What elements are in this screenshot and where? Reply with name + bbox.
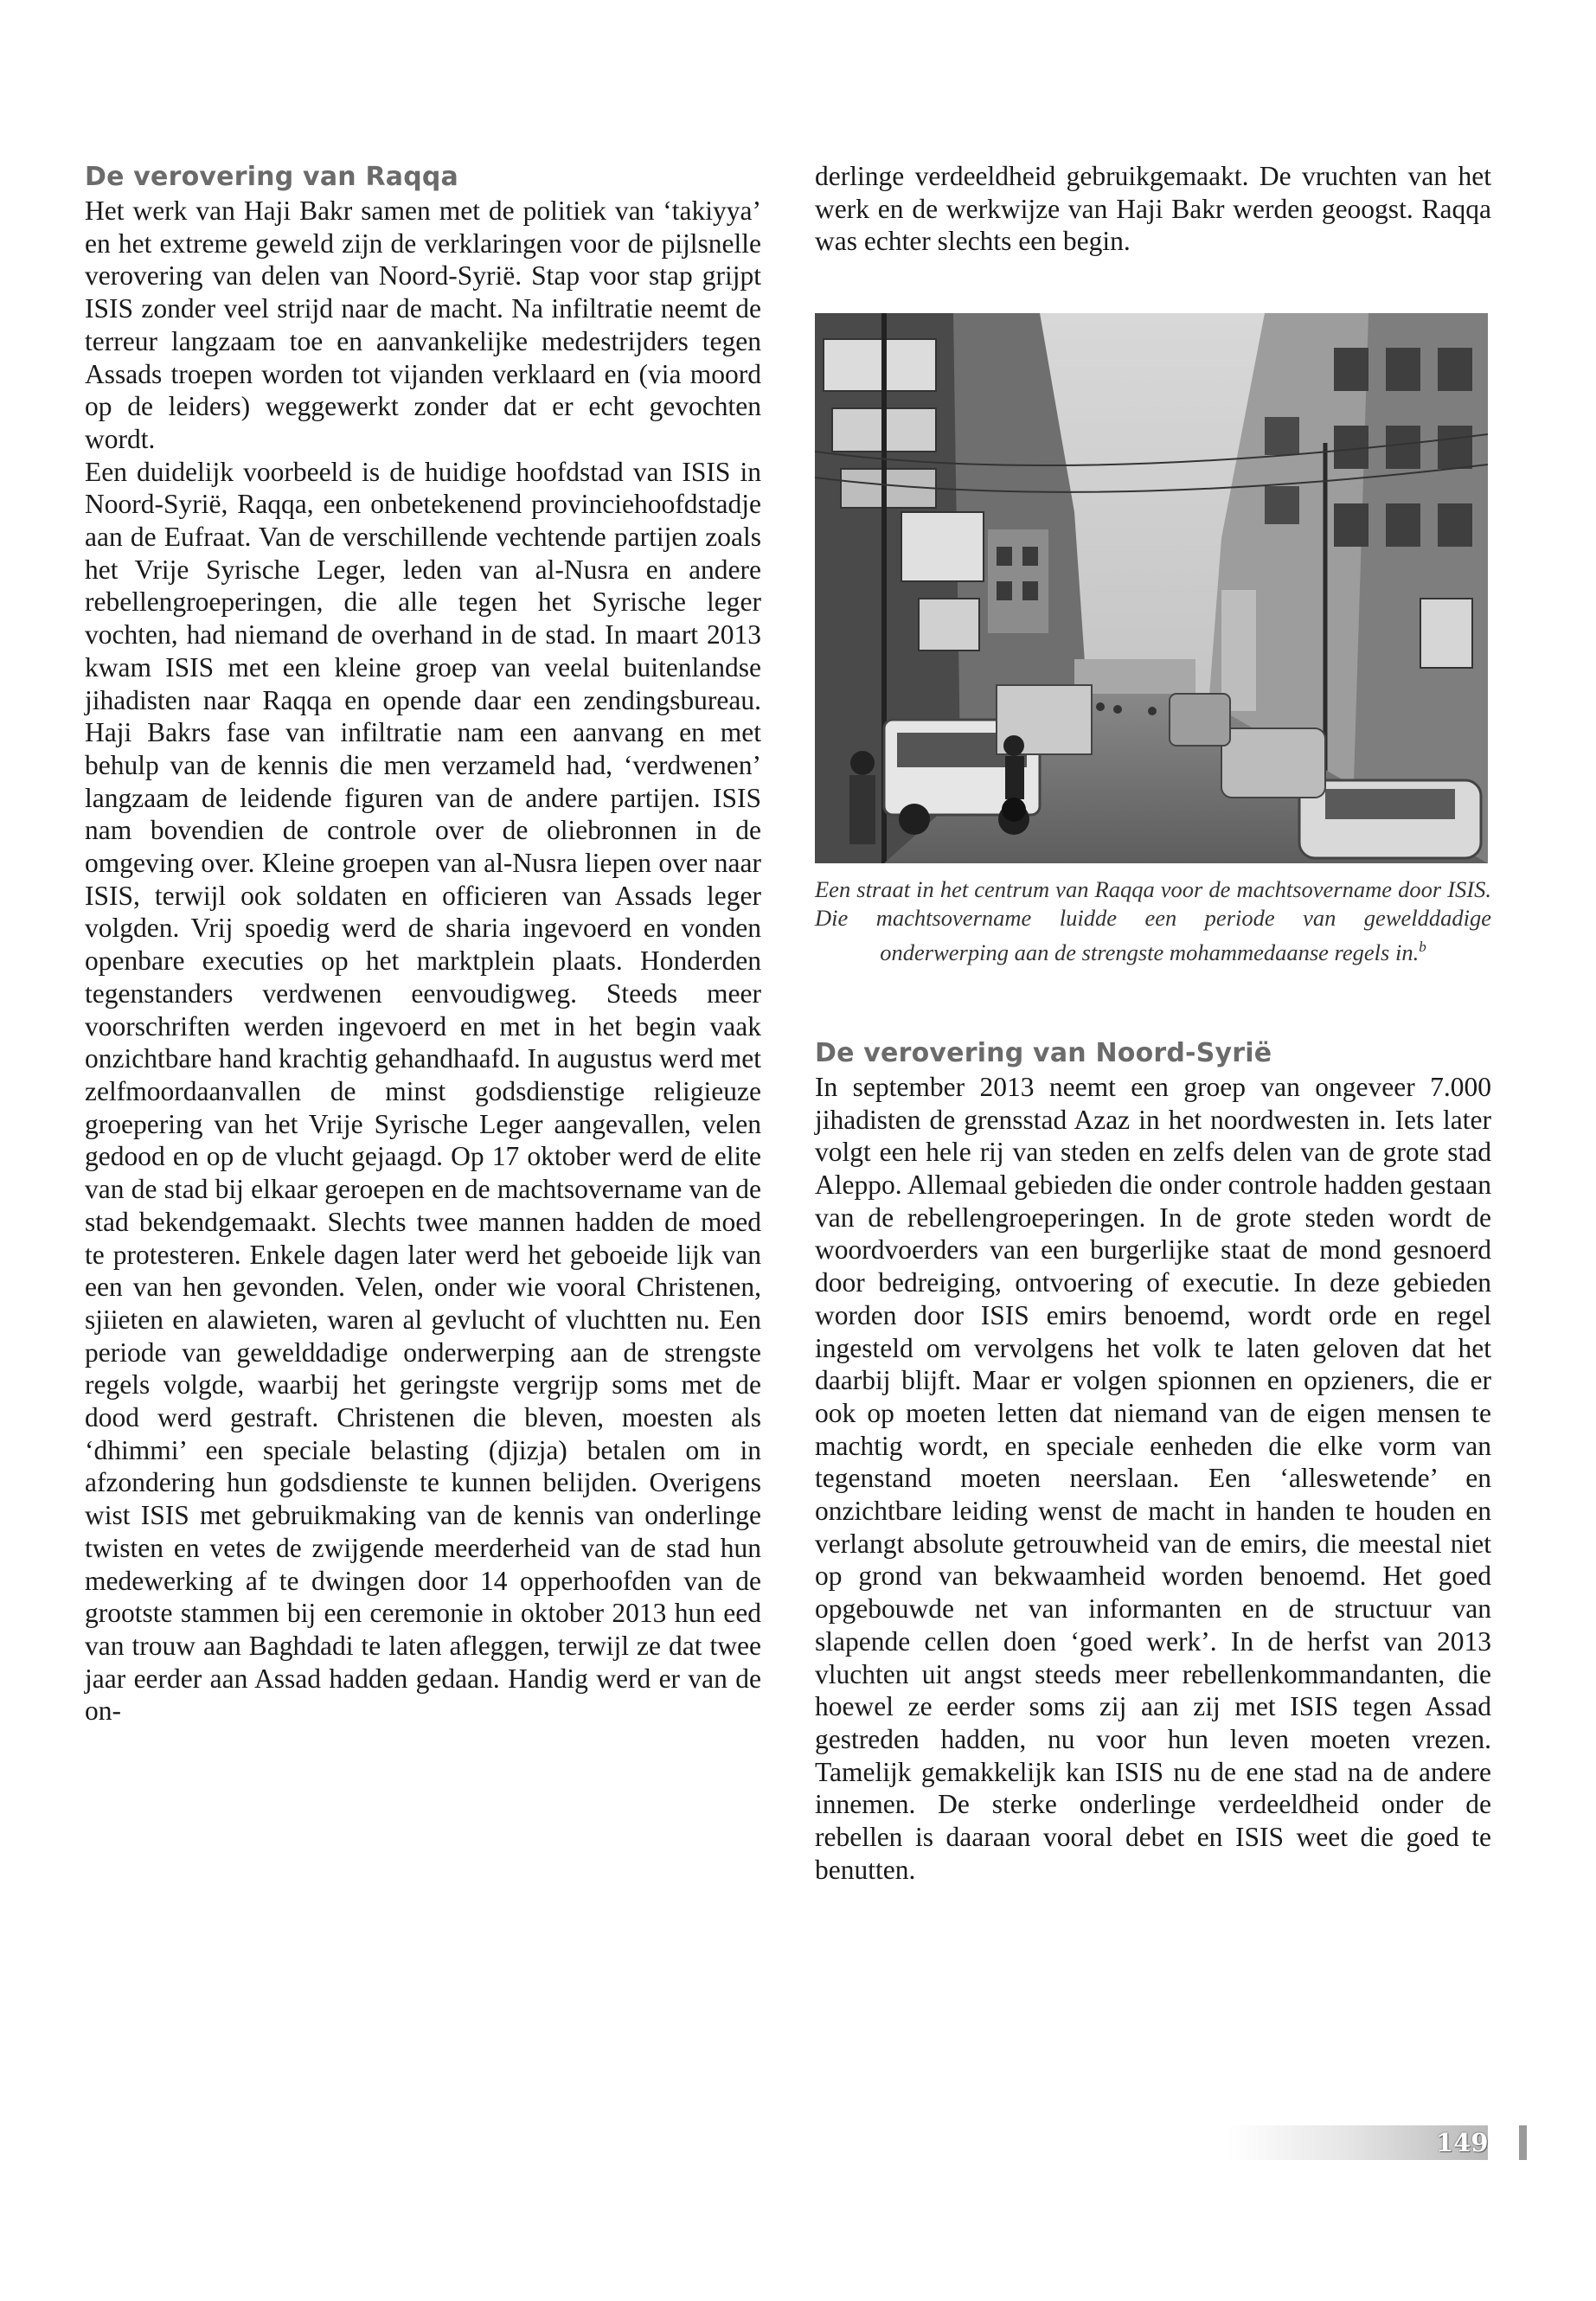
body-paragraph-continuation: derlinge verdeeldheid gebruikgemaakt. De vruchten van het werk en de werkwijze van Haji Bakr werden geoogst. Raqqa was echter slechts een begin. (815, 161, 1491, 257)
street-photo (815, 313, 1488, 863)
page-number: 149 (1436, 2128, 1489, 2157)
figure-caption (815, 875, 1491, 967)
caption-text: Een straat in het centrum van Raqqa voor de machtsovername door ISIS. Die machtsovername luidde een periode van gewelddadige onderwerping aan de strengste mohammedaanse regels in. (815, 876, 1491, 965)
body-paragraph: In september 2013 neemt een groep van ongeveer 7.000 jihadisten de grensstad Azaz in het noordwesten in. Iets later volgt een hele rij van steden en zelfs delen van de grote stad Aleppo. Allemaal gebieden die onder controle hadden gestaan van de rebellengroeperingen. In de grote steden wordt de woordvoerders van een burgerlijke staat de mond gesnoerd door bedreiging, ontvoering of executie. In deze gebieden worden door ISIS emirs benoemd, wordt orde en regel ingesteld om vervolgens het volk te laten geloven dat het daarbij blijft. Maar er volgen spionnen en opzieners, die er ook op moeten letten dat niemand van de eigen mensen te machtig wordt, en speciale eenheden die elke vorm van tegenstand moeten neerslaan. Een ‘alleswetende’ en onzichtbare leiding wenst de macht in handen te houden en verlangt absolute getrouwheid van de emirs, die meestal niet op grond van bekwaamheid worden benoemd. Het goed opgebouwde net van informanten en de structuur van slapende cellen doen ‘goed werk’. In de herfst van 2013 vluchten uit angst steeds meer rebellenkommandanten, die hoewel ze eerder soms zij aan zij met ISIS tegen Assad gestreden hadden, nu voor hun leven moeten vrezen. Tamelijk gemakkelijk kan ISIS nu de ene stad na de andere innemen. De sterke onderlinge verdeeldheid onder de rebellen is daaraan vooral debet en ISIS weet die goed te benutten. (815, 1071, 1491, 1885)
left-column (85, 160, 761, 1727)
body-paragraph: Het werk van Haji Bakr samen met de politiek van ‘takiyya’ en het extreme geweld zijn de verklaringen voor de pijlsnelle verovering van delen van Noord-Syrië. Stap voor stap grijpt ISIS zonder veel strijd naar de macht. Na infiltratie neemt de terreur langzaam toe en aanvankelijke medestrijders tegen Assads troepen worden tot vijanden verklaard en (via moord op de leiders) weggewerkt zonder dat er echt gevochten wordt. (85, 195, 761, 454)
right-column (815, 160, 1491, 1887)
section-heading-raqqa: De verovering van Raqqa (85, 162, 458, 192)
body-paragraph: Een duidelijk voorbeeld is de huidige hoofdstad van ISIS in Noord-Syrië, Raqqa, een onbetekenend provinciehoofdstadje aan de Eufraat. Van de verschillende vechtende partijen zoals het Vrije Syrische Leger, leden van al-Nusra en andere rebellengroeperingen, die alle tegen het Syrische leger vochten, had niemand de overhand in de stad. In maart 2013 kwam ISIS met een kleine groep van veelal buitenlandse jihadisten naar Raqqa en opende daar een zendingsbureau. Haji Bakrs fase van infiltratie nam een aanvang en met behulp van de kennis die men verzameld had, ‘verdwenen’ langzaam de leidende figuren van de andere partijen. ISIS nam bovendien de controle over de oliebronnen in de omgeving over. Kleine groepen van al-Nusra liepen over naar ISIS, terwijl ook soldaten en officieren van Assads leger volgden. Vrij spoedig werd de sharia ingevoerd en vonden openbare executies op het marktplein plaats. Honderden tegenstanders verdwenen eenvoudigweg. Steeds meer voorschriften werden ingevoerd en met in het begin vaak onzichtbare hand krachtig gehandhaafd. In augustus werd met zelfmoordaanvallen de minst godsdienstige religieuze groepering van het Vrije Syrische Leger aangevallen, velen gedood en op de vlucht gejaagd. Op 17 oktober werd de elite van de stad bij elkaar geroepen en de machtsovername van de stad bekendgemaakt. Slechts twee mannen hadden de moed te protesteren. Enkele dagen later werd het geboeide lijk van een van hen gevonden. Velen, onder wie vooral Christenen, sjiieten en alawieten, waren al gevlucht of vluchtten nu. Een periode van gewelddadige onderwerping aan de strengste regels volgde, waarbij het geringste vergrijp soms met de dood werd gestraft. Christenen die bleven, moesten als ‘dhimmi’ een speciale belasting (djizja) betalen om in afzondering hun godsdienste te kunnen belijden. Overigens wist ISIS met gebruikmaking van de kennis van onderlinge twisten en vetes de zwijgende meerderheid van de stad hun medewerking af te dwingen door 14 opperhoofden van de grootste stammen bij een ceremonie in oktober 2013 hun eed van trouw aan Baghdadi te laten afleggen, terwijl ze dat twee jaar eerder aan Assad hadden gedaan. Handig werd er van de on- (85, 456, 761, 1727)
page-number-tick (1519, 2125, 1527, 2160)
street-photo-icon (815, 313, 1488, 863)
section-heading-noord-syrie: De verovering van Noord-Syrië (815, 1037, 1272, 1068)
footnote-marker: b (1419, 939, 1426, 956)
